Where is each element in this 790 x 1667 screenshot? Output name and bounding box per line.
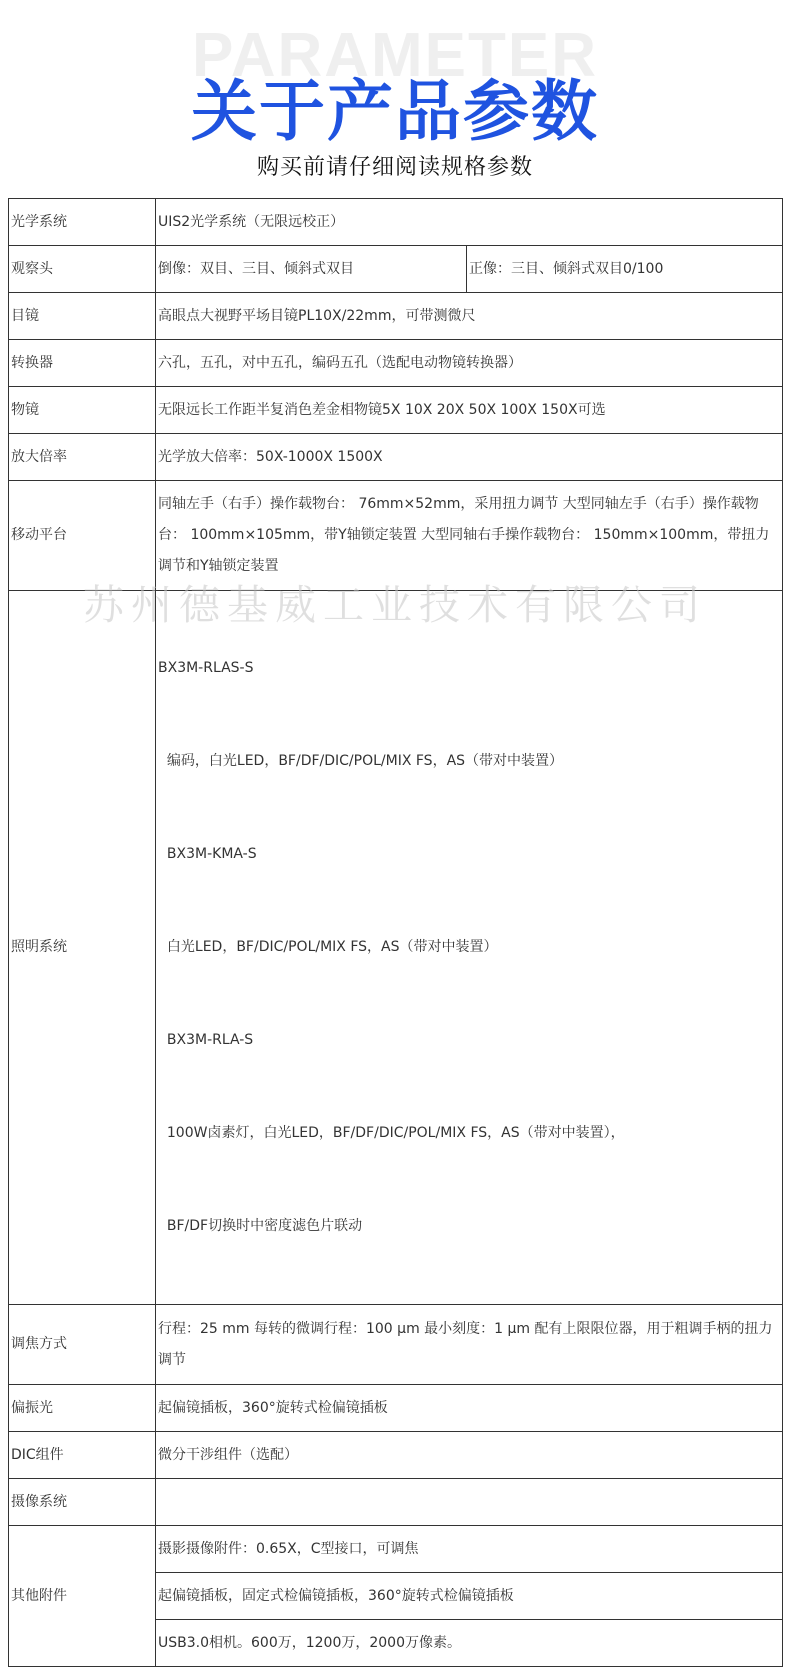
text-line: 白光LED，BF/DIC/POL/MIX FS，AS（带对中装置） [158,939,498,955]
table-row [9,1526,783,1573]
table-row [9,293,783,340]
text-line: BX3M-RLAS-S [158,660,254,676]
row-label: 放大倍率 [9,434,156,481]
table-row [9,591,783,1305]
table-row [9,387,783,434]
row-label: 物镜 [9,387,156,434]
text-line: 100W卤素灯，白光LED，BF/DF/DIC/POL/MIX FS，AS（带对中装置）， [158,1125,625,1141]
table-row [9,434,783,481]
row-label: 观察头 [9,246,156,293]
header [0,0,790,196]
table-row [9,246,783,293]
table-row [9,1432,783,1479]
row-value: 倒像：双目、三目、倾斜式双目 [156,246,467,293]
row-value: 光学放大倍率：50X-1000X 1500X [156,434,783,481]
row-value: 高眼点大视野平场目镜PL10X/22mm，可带测微尺 [156,293,783,340]
table-row [9,1479,783,1526]
row-label: 光学系统 [9,199,156,246]
row-value: 摄影摄像附件：0.65X，C型接口，可调焦 [156,1526,783,1573]
row-value [156,1479,783,1526]
row-label: 目镜 [9,293,156,340]
table-row [9,481,783,591]
row-label: DIC组件 [9,1432,156,1479]
row-value: 起偏镜插板，固定式检偏镜插板，360°旋转式检偏镜插板 [156,1573,783,1620]
row-value: 六孔，五孔，对中五孔，编码五孔（选配电动物镜转换器） [156,340,783,387]
row-value-multiline [156,591,783,1305]
text-line: 编码，白光LED，BF/DF/DIC/POL/MIX FS，AS（带对中装置） [158,753,564,769]
row-value: 行程：25 mm 每转的微调行程：100 μm 最小刻度：1 μm 配有上限限位器，用于粗调手柄的扭力调节 [156,1305,783,1385]
row-label: 调焦方式 [9,1305,156,1385]
row-label: 移动平台 [9,481,156,591]
table-row [9,1385,783,1432]
row-value: USB3.0相机。600万，1200万，2000万像素。 [156,1620,783,1667]
row-value: 起偏镜插板，360°旋转式检偏镜插板 [156,1385,783,1432]
row-value: 正像：三目、倾斜式双目0/100 [467,246,783,293]
row-label: 其他附件 [9,1526,156,1667]
table-row [9,340,783,387]
text-line: BX3M-KMA-S [158,846,257,862]
row-value: 微分干涉组件（选配） [156,1432,783,1479]
row-label: 照明系统 [9,591,156,1305]
row-value: 同轴左手（右手）操作载物台： 76mm×52mm，采用扭力调节 大型同轴左手（右手）操作载物台： 100mm×105mm，带Y轴锁定装置 大型同轴右手操作载物台： 150mm×100mm，带扭力调节和Y轴锁定装置 [156,481,783,591]
row-label: 转换器 [9,340,156,387]
background-word: PARAMETER [191,21,599,90]
watermark: 苏州德基威工业技术有限公司 [83,581,707,629]
row-value: 无限远长工作距半复消色差金相物镜5X 10X 20X 50X 100X 150X可选 [156,387,783,434]
table-row [9,1305,783,1385]
page-subtitle: 购买前请仔细阅读规格参数 [256,155,533,180]
row-label: 偏振光 [9,1385,156,1432]
table-row [9,199,783,246]
text-line: BF/DF切换时中密度滤色片联动 [158,1218,363,1234]
row-value: UIS2光学系统（无限远校正） [156,199,783,246]
text-line: BX3M-RLA-S [158,1032,254,1048]
spec-table [8,198,783,1667]
page-title: 关于产品参数 [191,73,599,150]
row-label: 摄像系统 [9,1479,156,1526]
